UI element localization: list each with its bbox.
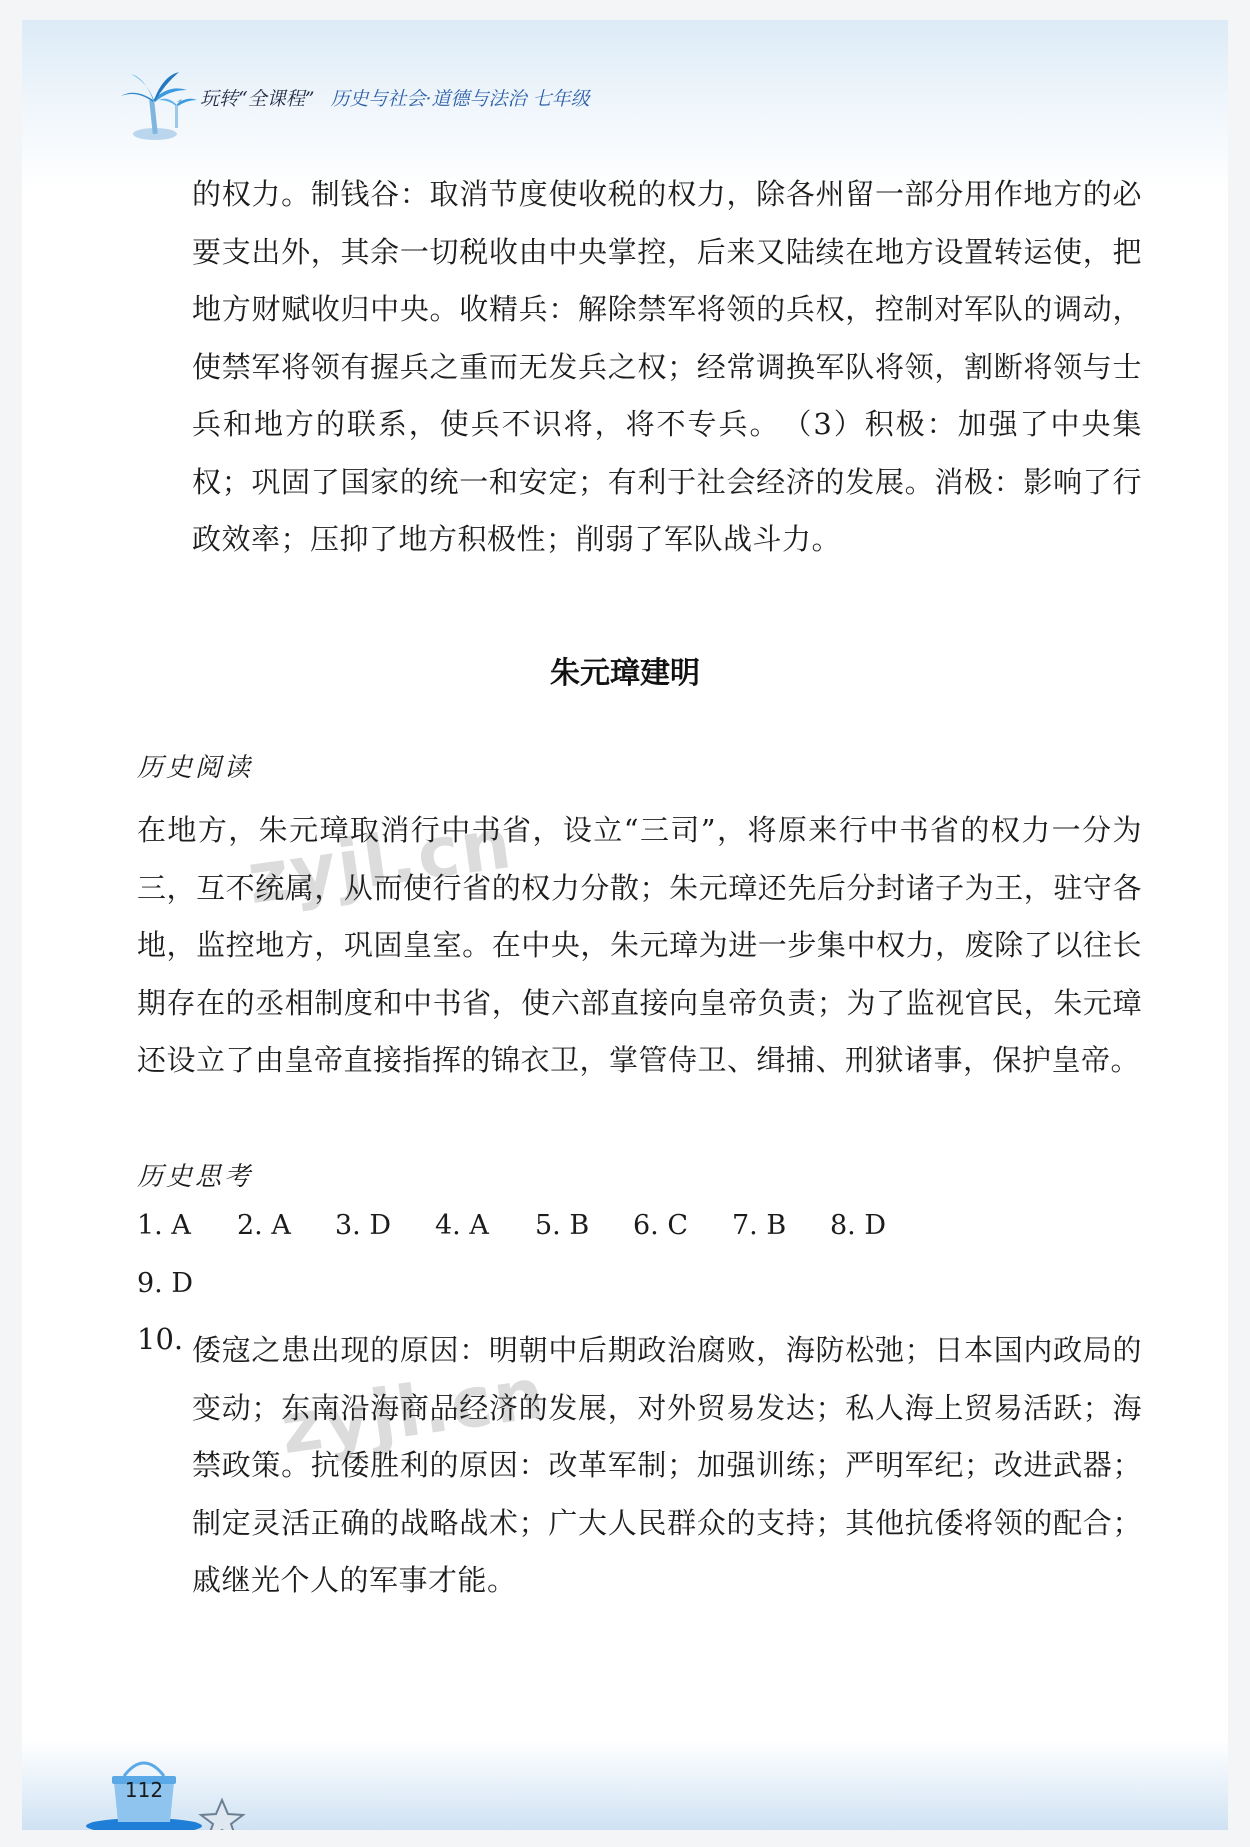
page-number: 112 bbox=[124, 1778, 164, 1802]
header-subject: 历史与社会·道德与法治 七年级 bbox=[330, 88, 590, 110]
answers-row bbox=[137, 1210, 1037, 1250]
reading-paragraph: 在地方，朱元璋取消行中书省，设立“三司”，将原来行中书省的权力一分为三，互不统属，从而使行省的权力分散；朱元璋还先后分封诸子为王，驻守各地，监控地方，巩固皇室。在中央，朱元璋为进一步集中权力，废除了以往长期存在的丞相制度和中书省，使六部直接向皇帝负责；为了监视官民，朱元璋还设立了由皇帝直接指挥的锦衣卫，掌管侍卫、缉捕、刑狱诸事，保护皇帝。 bbox=[137, 813, 1142, 1077]
header-series: 玩转“全课程” bbox=[200, 88, 315, 110]
question-10-answer: 倭寇之患出现的原因：明朝中后期政治腐败，海防松弛；日本国内政局的变动；东南沿海商品经济的发展，对外贸易发达；私人海上贸易活跃；海禁政策。抗倭胜利的原因：改革军制；加强训练；严明军纪；改进武器；制定灵活正确的战略战术；广大人民群众的支持；其他抗倭将领的配合；戚继光个人的军事才能。 bbox=[192, 1333, 1142, 1597]
answer-item: 1. A bbox=[137, 1210, 191, 1241]
running-header bbox=[200, 84, 590, 111]
page bbox=[22, 20, 1228, 1830]
answer-item: 4. A bbox=[435, 1210, 489, 1241]
continuation-paragraph: 的权力。制钱谷：取消节度使收税的权力，除各州留一部分用作地方的必要支出外，其余一切税收由中央掌控，后来又陆续在地方设置转运使，把地方财赋收归中央。收精兵：解除禁军将领的兵权，控制对军队的调动，使禁军将领有握兵之重而无发兵之权；经常调换军队将领，割断将领与士兵和地方的联系，使兵不识将，将不专兵。 （3）积极：加强了中央集权；巩固了国家的统一和安定；有利于社会经济的发展。消极：影响了行政效率；压抑了地方积极性；削弱了军队战斗力。 bbox=[192, 177, 1142, 556]
question-10-number: 10. bbox=[137, 1322, 184, 1356]
section-title: 朱元璋建明 bbox=[550, 656, 700, 691]
answer-item: 3. D bbox=[335, 1210, 391, 1241]
answer-item: 8. D bbox=[830, 1210, 886, 1241]
watermark: zyjl.cn bbox=[275, 1351, 551, 1471]
answer-9: 9. D bbox=[137, 1268, 193, 1299]
thinking-label: 历史思考 bbox=[137, 1162, 254, 1192]
answer-item: 6. C bbox=[633, 1210, 689, 1241]
answer-item: 7. B bbox=[732, 1210, 787, 1241]
answer-item: 2. A bbox=[237, 1210, 291, 1241]
answer-item: 5. B bbox=[535, 1210, 590, 1241]
watermark: zyjl.cn bbox=[242, 801, 518, 921]
reading-label: 历史阅读 bbox=[137, 753, 254, 783]
